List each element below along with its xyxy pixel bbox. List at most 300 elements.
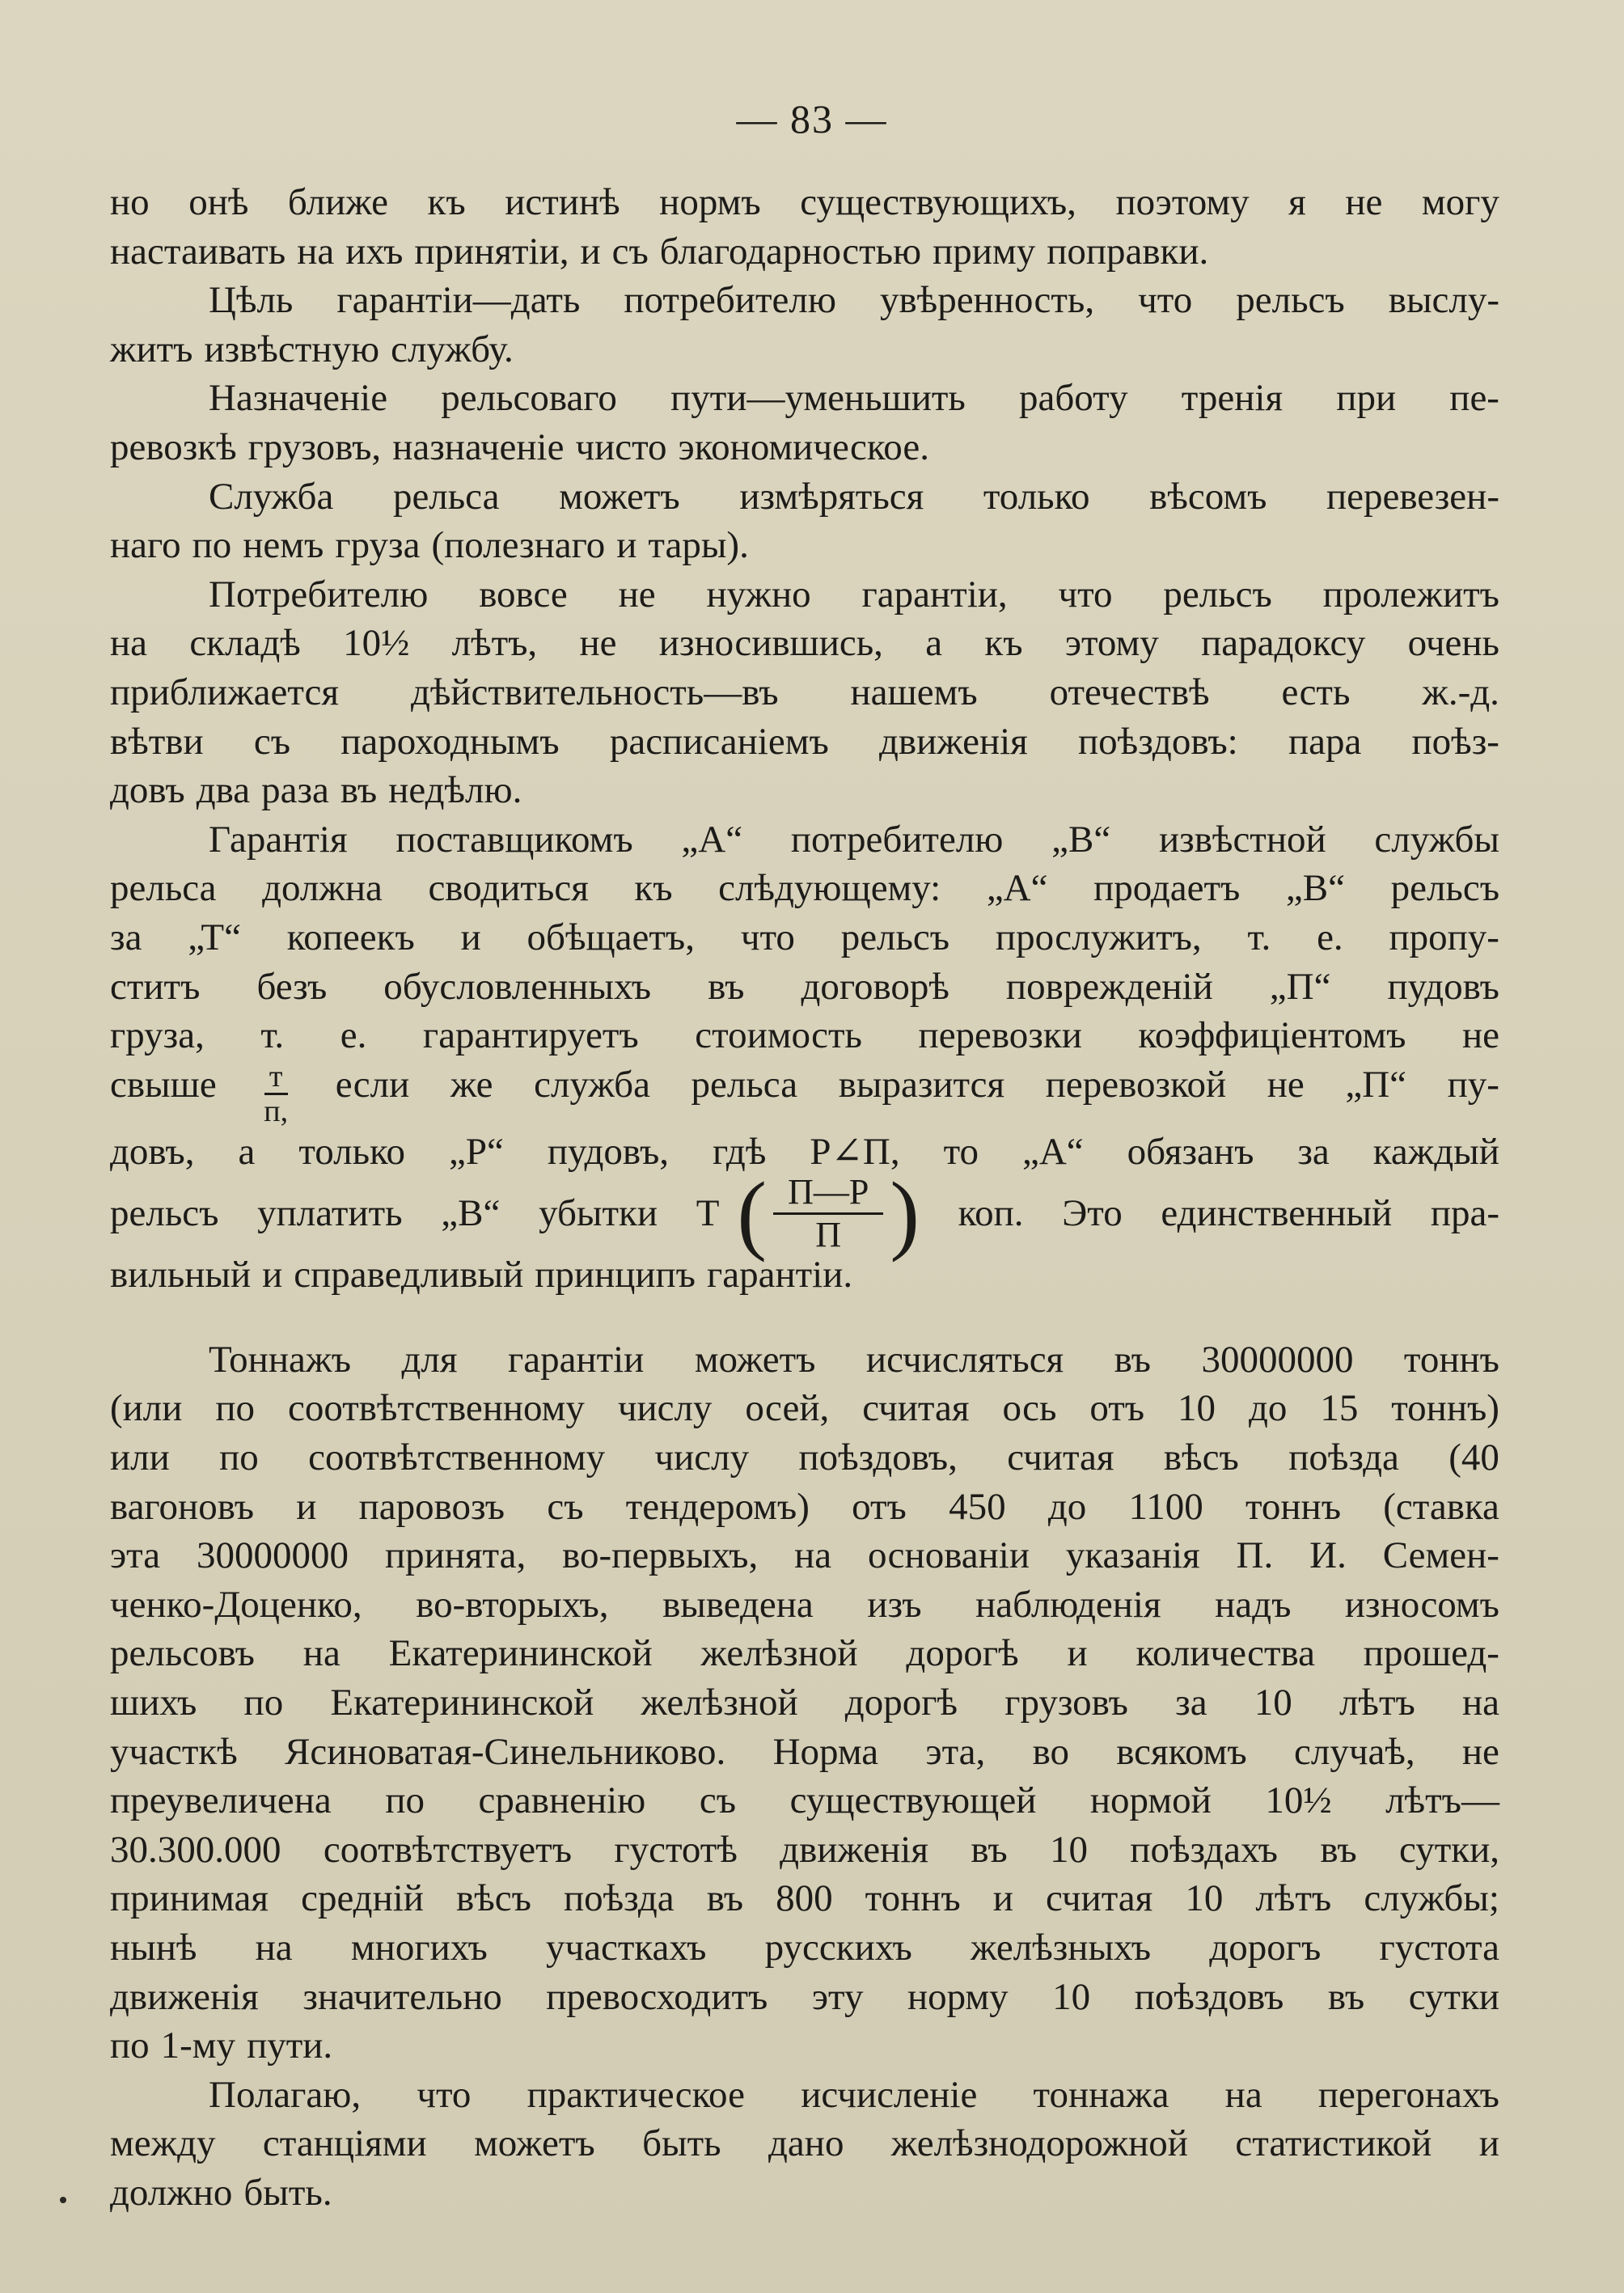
word: немъ (243, 524, 324, 567)
word: рельса (691, 1063, 798, 1106)
word: эта (110, 1534, 161, 1577)
text-line (110, 1629, 1499, 1678)
word: приближается (110, 671, 339, 713)
word: желѣзной (700, 1632, 858, 1675)
word: отечествѣ (1049, 671, 1210, 713)
word: Тоннажъ (209, 1338, 351, 1381)
word: поврежденій (1005, 965, 1213, 1008)
word: вѣсъ (456, 1877, 531, 1920)
word: 10½ (1265, 1779, 1332, 1822)
word: по (243, 1682, 284, 1724)
word: норму (907, 1975, 1009, 2018)
word: вовсе (479, 573, 568, 616)
word: но (110, 181, 150, 223)
word: осей, (745, 1387, 830, 1430)
word: отъ (1089, 1387, 1145, 1430)
word: Служба (209, 475, 334, 518)
word: Екатерининской (330, 1682, 594, 1724)
word: увѣренность, (879, 279, 1095, 322)
text-line (110, 1826, 1499, 1875)
text-line (110, 423, 1499, 472)
word: преувеличена (110, 1779, 332, 1822)
word: службы; (1364, 1877, 1499, 1920)
word: поэтому (1115, 181, 1250, 223)
word: и (580, 230, 601, 273)
word: значительно (302, 1975, 502, 2018)
word: при (1336, 377, 1397, 420)
word: справедливый (294, 1254, 524, 1297)
word: и (616, 524, 637, 567)
word: ось (1002, 1387, 1057, 1430)
word: существующихъ, (800, 181, 1076, 223)
body-text (110, 178, 1499, 2218)
word: Ясиноватая-Синельниково. (285, 1730, 726, 1773)
word: износившись, (658, 622, 883, 665)
word: указанія (1065, 1534, 1200, 1577)
word: по (385, 1779, 425, 1822)
text-line (110, 472, 1499, 522)
word: 10 (1052, 1975, 1091, 2018)
word: свыше (110, 1063, 217, 1106)
word: дорогъ (1209, 1927, 1322, 1969)
word: нормъ (659, 181, 761, 223)
word: многихъ (350, 1927, 488, 1969)
word: Р∠П, (810, 1130, 900, 1173)
word: по (219, 1436, 259, 1479)
word: Потребителю (209, 573, 429, 616)
word: до (1248, 1387, 1288, 1430)
word: „А“ (1021, 1130, 1084, 1173)
word: рельсовъ (110, 1632, 255, 1675)
word: 30000000 (1201, 1338, 1354, 1381)
word: 30.300.000 (110, 1828, 281, 1871)
text-line (110, 2071, 1499, 2120)
word: обязанъ (1127, 1130, 1254, 1173)
word: (или (110, 1387, 183, 1430)
word: за (110, 916, 142, 958)
word: выразится (838, 1063, 1005, 1106)
text-line-parenthetical-fraction (110, 1164, 1499, 1263)
word: тоннъ (865, 1877, 961, 1920)
word: тоннъ (1245, 1485, 1342, 1528)
word: лѣтъ (1255, 1877, 1332, 1920)
word: грузовъ (1004, 1682, 1128, 1724)
word: можетъ (474, 2122, 595, 2165)
word: 10 (1185, 1877, 1224, 1920)
word: лѣтъ, (451, 622, 538, 665)
word: гарантіи (507, 1338, 645, 1381)
word: дѣйствительность—въ (410, 671, 779, 713)
text-line (110, 1011, 1499, 1060)
word: на (1461, 1682, 1499, 1724)
word: (полезнаго (431, 524, 606, 567)
word: густота (1379, 1927, 1499, 1969)
word: вѣсъ (1163, 1436, 1239, 1479)
text-line (110, 2168, 1499, 2218)
word: 1-му (160, 2024, 236, 2067)
word: за (1175, 1682, 1207, 1724)
word: онѣ (188, 181, 249, 223)
text-line (110, 2021, 1499, 2071)
word: поѣздовъ: (1078, 720, 1238, 763)
word: а (238, 1130, 256, 1173)
word: быть. (243, 2171, 332, 2214)
text-line (110, 325, 1499, 374)
word: гарантіи—дать (336, 279, 581, 322)
text-line (110, 1335, 1499, 1385)
paragraph-gap (110, 1300, 1499, 1335)
word: раза (261, 769, 329, 812)
word: поставщикомъ (395, 818, 633, 861)
word: „В“ (1285, 867, 1345, 910)
text-line (110, 717, 1499, 767)
word: „В“ (1051, 818, 1111, 861)
text-line (110, 962, 1499, 1012)
word: уплатить (257, 1191, 403, 1234)
word: „Т“ (188, 916, 241, 958)
word: на (110, 622, 148, 665)
word: не (1461, 1014, 1499, 1057)
word: поѣздовъ, (798, 1436, 958, 1479)
word: въ (708, 965, 745, 1008)
word: грузовъ, (247, 425, 382, 468)
word: измѣряться (739, 475, 924, 518)
word: рельсъ (1163, 573, 1272, 616)
word: въ (1320, 1828, 1357, 1871)
word: пропу- (1389, 916, 1499, 958)
word: статистикой (1235, 2122, 1432, 2165)
word: гарантіи, (861, 573, 1008, 616)
word: исчисленіе (801, 2073, 978, 2116)
word: въ (340, 769, 378, 812)
word: изъ (867, 1583, 922, 1626)
word: довъ, (110, 1130, 195, 1173)
word: пути. (247, 2024, 333, 2067)
word: перевезен- (1326, 475, 1499, 518)
text-block-1 (110, 178, 1499, 1060)
word: не (618, 573, 656, 616)
word: считая (862, 1387, 970, 1430)
word: службу. (391, 328, 514, 370)
word: 10 (1254, 1682, 1292, 1724)
word: гдѣ (713, 1130, 767, 1173)
word: движенія (110, 1975, 259, 2018)
word: принята, (384, 1534, 527, 1577)
text-line (110, 276, 1499, 325)
left-paren: ( (737, 1164, 768, 1263)
word: Норма (772, 1730, 879, 1773)
word: если (335, 1063, 410, 1106)
word: всякомъ (1116, 1730, 1247, 1773)
word: парадоксу (1201, 622, 1366, 665)
word: 1100 (1128, 1485, 1203, 1528)
text-block-2 (110, 1127, 1499, 1177)
word: пу- (1447, 1063, 1499, 1106)
fraction-t-over-p (264, 1060, 288, 1127)
word: груза, (110, 1014, 205, 1057)
word: на (297, 230, 335, 273)
word: рельсъ (1390, 867, 1499, 910)
word: превосходитъ (546, 1975, 768, 2018)
word: русскихъ (764, 1927, 912, 1969)
word: прослужитъ, (995, 916, 1202, 958)
word: рельса (110, 867, 217, 910)
word: съ (253, 720, 290, 763)
word: съ (699, 1779, 737, 1822)
text-line (110, 668, 1499, 717)
word: наго (110, 524, 181, 567)
word: по (215, 1387, 256, 1430)
word: Екатерининской (388, 1632, 653, 1675)
word: „А“ (986, 867, 1048, 910)
word: и (1478, 2122, 1499, 2165)
word: довъ (110, 769, 185, 812)
word: пролежитъ (1322, 573, 1499, 616)
word: е. (1317, 916, 1343, 958)
word: выведена (662, 1583, 814, 1626)
word: дано (768, 2122, 844, 2165)
word: сутки, (1398, 1828, 1499, 1871)
word: не (1267, 1063, 1305, 1106)
fraction-numerator: П—Р (773, 1172, 883, 1215)
word: что (1058, 573, 1113, 616)
text-line (110, 1874, 1499, 1923)
word: есть (1281, 671, 1351, 713)
word: рельсъ (1236, 279, 1345, 322)
word: гарантіи. (706, 1254, 853, 1297)
word: что (740, 916, 795, 958)
word: извѣстной (1159, 818, 1326, 861)
word: тоннъ (1403, 1338, 1499, 1381)
word: слѣдующему: (718, 867, 941, 910)
word: эту (811, 1975, 864, 2018)
word: экономическое. (678, 425, 929, 468)
text-line (110, 1483, 1499, 1532)
word: числу (617, 1387, 713, 1430)
text-line-fraction (110, 1060, 1499, 1127)
text-line (110, 227, 1499, 277)
word: 10½ (343, 622, 410, 665)
word: принимая (110, 1877, 269, 1920)
word: нормой (1089, 1779, 1212, 1822)
word: 10 (1178, 1387, 1216, 1430)
word: гарантируетъ (422, 1014, 639, 1057)
text-line (110, 1531, 1499, 1580)
text-line (110, 1384, 1499, 1433)
word: потребителю (624, 279, 836, 322)
word: обѣщаетъ, (527, 916, 695, 958)
fraction-denominator: п, (264, 1094, 289, 1128)
word: груза (335, 524, 421, 567)
fraction-denominator: П (815, 1214, 842, 1254)
word: складѣ (189, 622, 301, 665)
word: что (417, 2073, 472, 2116)
word: службы (1374, 818, 1499, 861)
word: 450 (949, 1485, 1006, 1528)
word: перегонахъ (1317, 2073, 1499, 2116)
word: прошед- (1363, 1632, 1499, 1675)
word: можетъ (559, 475, 680, 518)
word: не (1345, 181, 1383, 223)
word: благодарностью (659, 230, 922, 273)
word: быть (642, 2122, 721, 2165)
word: соотвѣтствуетъ (323, 1828, 573, 1871)
word: паровозъ (358, 1485, 505, 1528)
word: поѣз- (1411, 720, 1499, 763)
word: поѣздовъ (1134, 1975, 1284, 2018)
page-number: — 83 — (736, 96, 888, 142)
word: и (992, 1877, 1013, 1920)
text-block-3 (110, 1250, 1499, 1300)
word: на (1224, 2073, 1262, 2116)
word: т. (1247, 916, 1271, 958)
word: житъ (110, 328, 193, 370)
word: „П“ (1269, 965, 1331, 1008)
word: во-вторыхъ, (416, 1583, 609, 1626)
word: дорогѣ (844, 1682, 958, 1724)
word: поѣздахъ (1130, 1828, 1278, 1871)
word: перевозкой (1045, 1063, 1227, 1106)
word: извѣстную (204, 328, 380, 370)
word: лѣтъ— (1385, 1779, 1499, 1822)
word: рельсъ (840, 916, 950, 958)
word: ститъ (110, 965, 201, 1008)
word: и (262, 1254, 283, 1297)
word: къ (427, 181, 466, 223)
word: вѣсомъ (1149, 475, 1267, 518)
word: въ (1327, 1975, 1365, 2018)
word: принятіи, (414, 230, 569, 273)
word: продаетъ (1093, 867, 1241, 910)
parenthesized-fraction (696, 1164, 920, 1263)
text-line (110, 1678, 1499, 1728)
word: и (296, 1485, 317, 1528)
word: обусловленныхъ (383, 965, 652, 1008)
word: между (110, 2122, 216, 2165)
word: среднiй (301, 1877, 424, 1920)
word: а (925, 622, 943, 665)
word: сутки (1408, 1975, 1499, 2018)
word: густотѣ (614, 1828, 738, 1871)
word: шихъ (110, 1682, 197, 1724)
margin-dot (60, 2197, 66, 2203)
word: числу (654, 1436, 750, 1479)
word: приму (933, 230, 1036, 273)
word: выслу- (1388, 279, 1499, 322)
right-paren: ) (890, 1164, 920, 1263)
word: ревозкѣ (110, 425, 237, 468)
word: или (110, 1436, 170, 1479)
word: два (196, 769, 251, 812)
word: 800 (776, 1877, 833, 1920)
word: пудовъ, (547, 1130, 670, 1173)
word: до (1047, 1485, 1087, 1528)
word: коп. (958, 1191, 1024, 1234)
word: копеекъ (286, 916, 415, 958)
word: договорѣ (801, 965, 949, 1008)
word: желѣзнодорожной (890, 2122, 1188, 2165)
word: пра- (1430, 1191, 1499, 1234)
word: наблюденія (975, 1583, 1161, 1626)
word: же (450, 1063, 493, 1106)
word: тендеромъ) (625, 1485, 810, 1528)
word: этому (1064, 622, 1159, 665)
text-line (110, 619, 1499, 668)
word: и (1067, 1632, 1088, 1675)
word: должно (110, 2171, 233, 2214)
word: должна (262, 867, 383, 910)
word: Гарантія (209, 818, 348, 861)
word: „В“ (441, 1191, 501, 1234)
word: 30000000 (197, 1534, 349, 1577)
word: служба (534, 1063, 650, 1106)
text-line (110, 2119, 1499, 2168)
text-line (110, 864, 1499, 913)
word: существующей (789, 1779, 1037, 1822)
word: коэффиціентомъ (1138, 1014, 1406, 1057)
word: „П“ (1345, 1063, 1407, 1106)
word: расписаніемъ (609, 720, 829, 763)
word: И. (1309, 1534, 1347, 1577)
word: П. (1236, 1534, 1274, 1577)
word: работу (1019, 377, 1128, 420)
word: каждый (1372, 1130, 1499, 1173)
word: недѣлю. (388, 769, 522, 812)
word: считая (1045, 1877, 1153, 1920)
word: я (1288, 181, 1306, 223)
word: практическое (527, 2073, 745, 2116)
text-line (110, 1250, 1499, 1300)
word: можетъ (694, 1338, 816, 1381)
word: не (579, 622, 617, 665)
word: за (1297, 1130, 1330, 1173)
word: ихъ (345, 230, 404, 273)
word: движенія (879, 720, 1028, 763)
word: считая (1007, 1436, 1114, 1479)
word: Полагаю, (209, 2073, 362, 2116)
word: нужно (706, 573, 811, 616)
text-line (110, 1776, 1499, 1826)
word: отъ (852, 1485, 907, 1528)
text-line (110, 570, 1499, 620)
word: основаніи (868, 1534, 1030, 1577)
word: нашемъ (850, 671, 978, 713)
word: очень (1407, 622, 1499, 665)
word: только (983, 475, 1090, 518)
word: тоннъ) (1391, 1387, 1499, 1430)
text-line (110, 1973, 1499, 2022)
word: пе- (1449, 377, 1499, 420)
text-block-4 (110, 1335, 1499, 2218)
word: потребителю (790, 818, 1004, 861)
word: настаивать (110, 230, 286, 273)
word: соотвѣтственному (287, 1387, 585, 1430)
word: съ (611, 230, 649, 273)
word: къ (984, 622, 1023, 665)
word: могу (1421, 181, 1499, 223)
word: на (255, 1927, 293, 1969)
text-line (110, 913, 1499, 962)
word: въ (1114, 1338, 1151, 1381)
word: тары). (648, 524, 749, 567)
word: вагоновъ (110, 1485, 255, 1528)
word: то (943, 1130, 979, 1173)
word: Это (1062, 1191, 1123, 1234)
word: участкахъ (546, 1927, 707, 1969)
word: къ (634, 867, 673, 910)
word: нынѣ (110, 1927, 197, 1969)
word: дорогѣ (906, 1632, 1019, 1675)
